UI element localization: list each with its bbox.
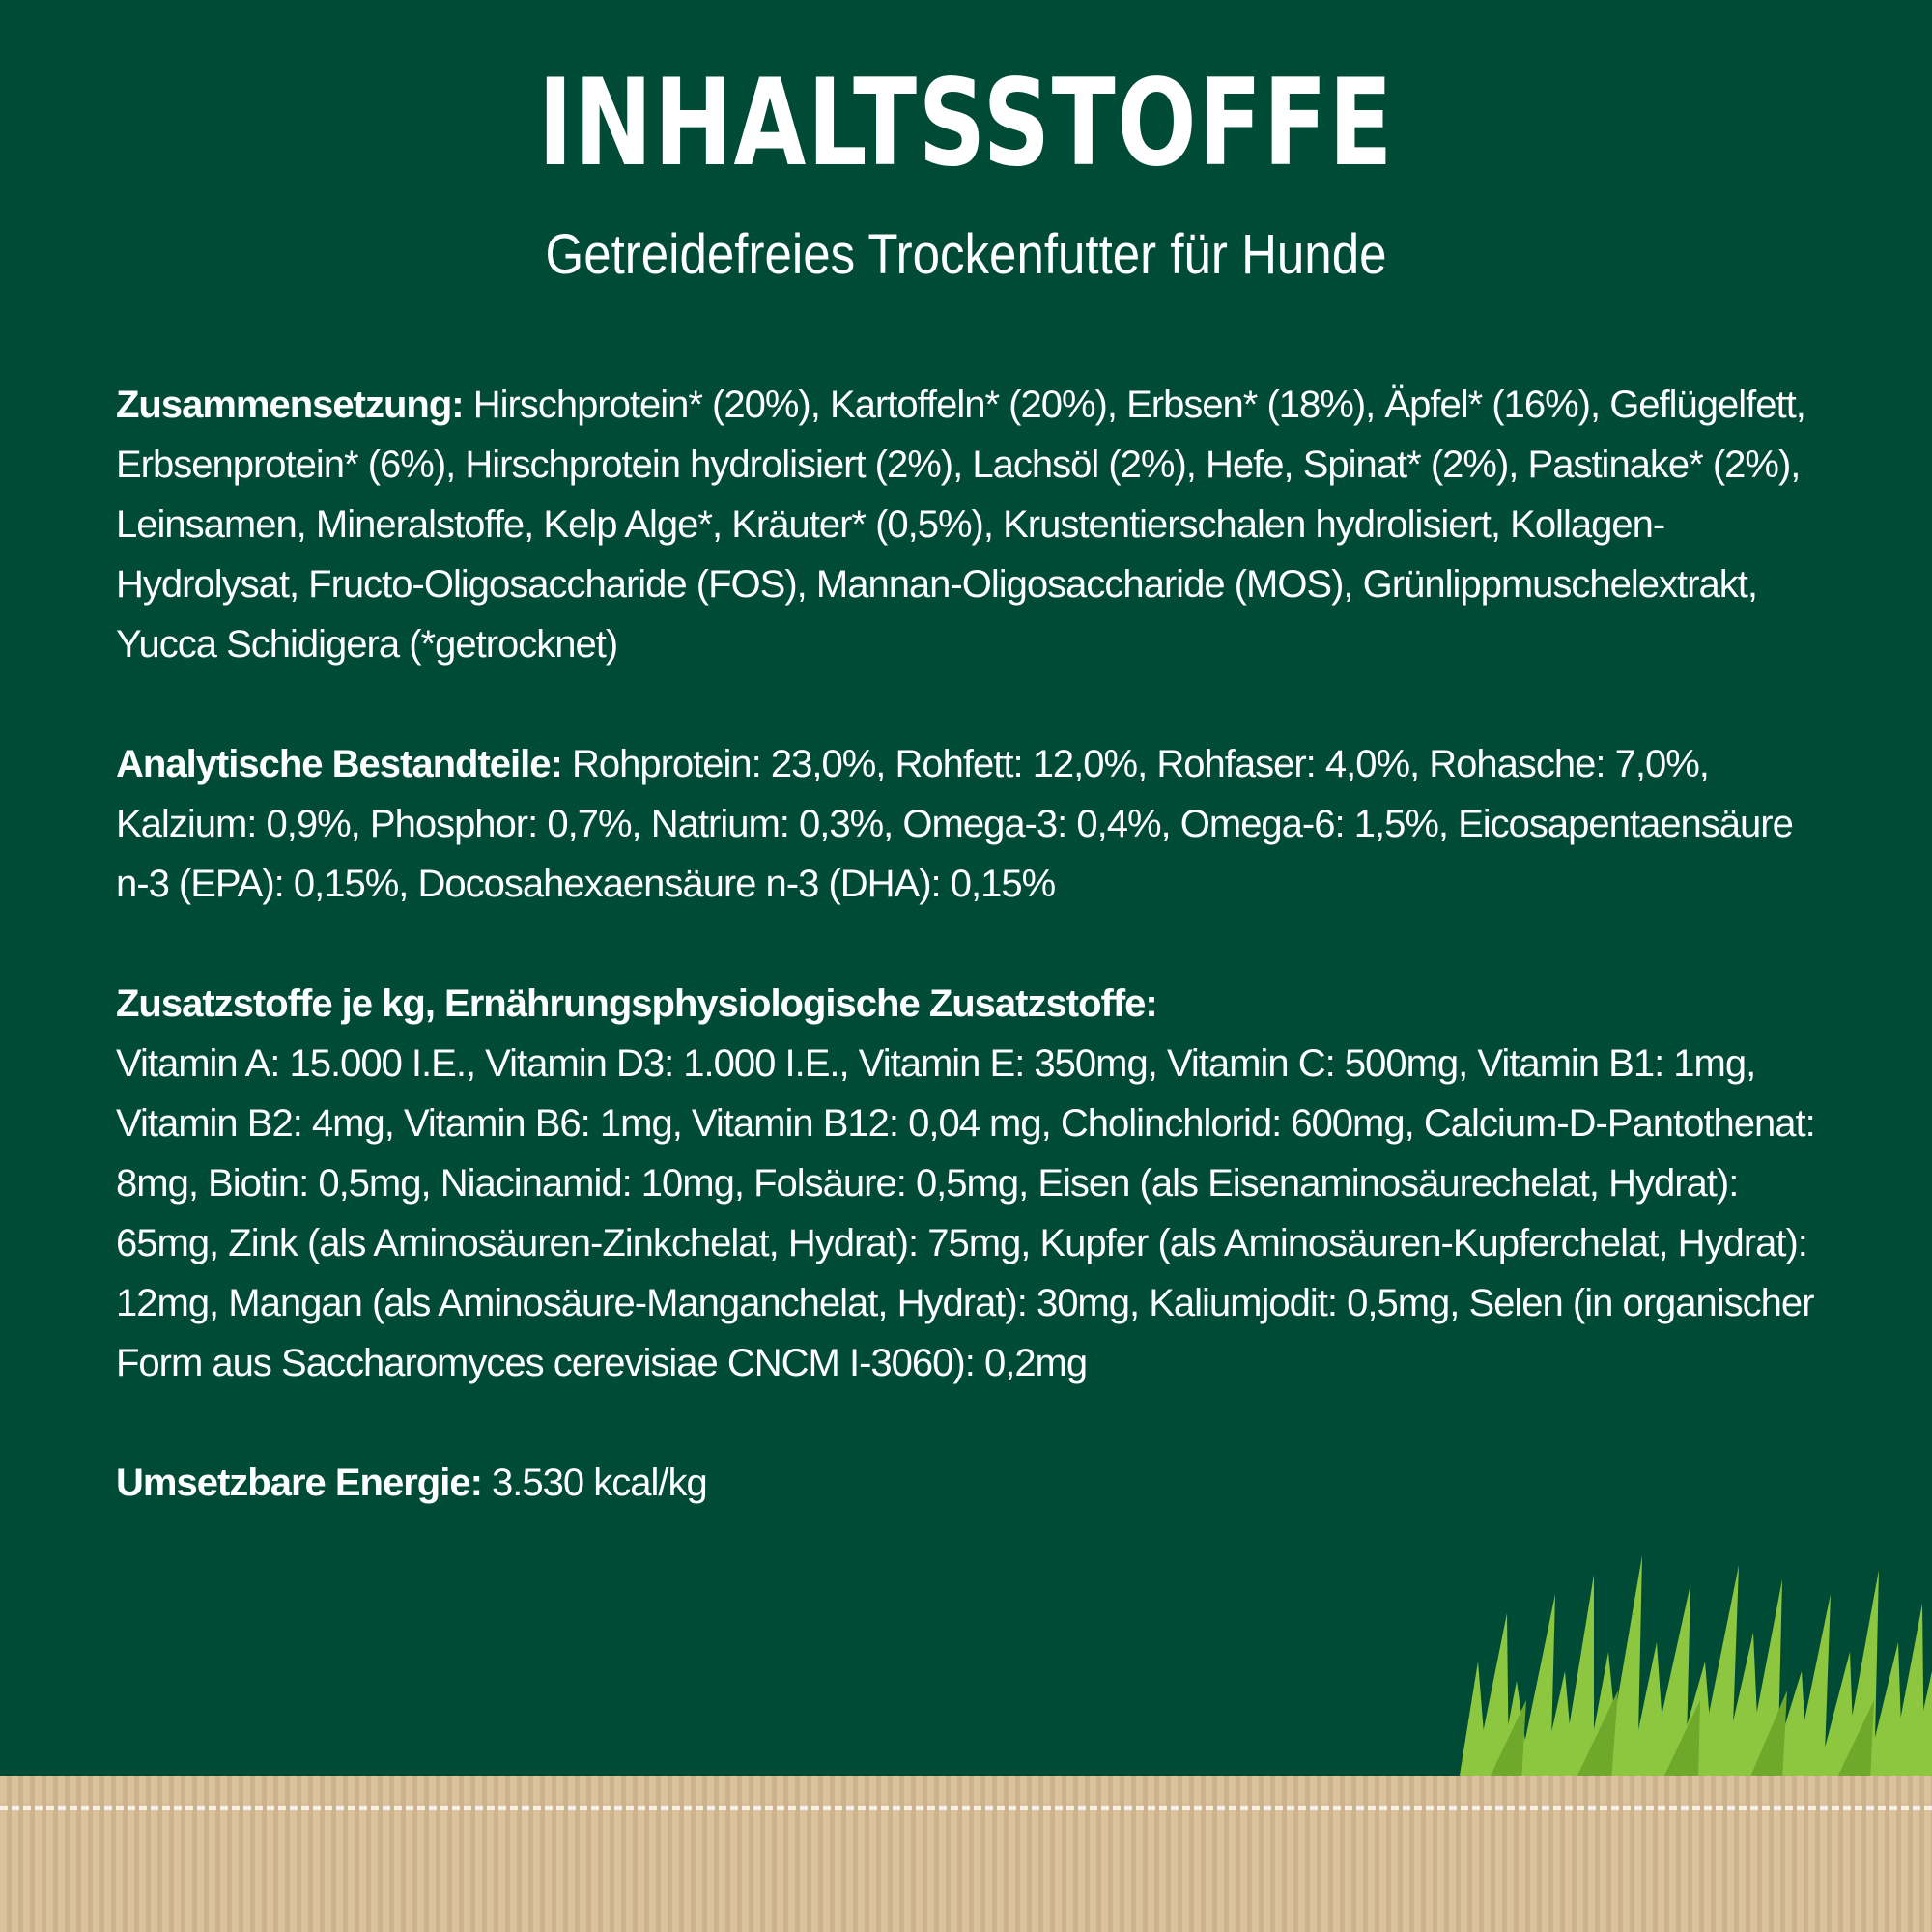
section-label: Umsetzbare Energie: — [116, 1462, 482, 1504]
dashed-divider — [0, 1806, 1932, 1810]
section-text: Rohprotein: 23,0%, Rohfett: 12,0%, Rohfaser: 4,0%, Rohasche: 7,0%, Kalzium: 0,9%, Phosphor: 0,7%, Natrium: 0,3%, Omega-3: 0,4%, Omega-6: 1,5%, Eicosapentaensäure n-3 (EPA): 0,15%, Docosahexaensäure n-3 (DHA): 0,15% — [116, 743, 1793, 905]
grass-icon — [1449, 1555, 1932, 1781]
section-analytische-bestandteile — [116, 734, 1816, 914]
section-text: Vitamin A: 15.000 I.E., Vitamin D3: 1.000 I.E., Vitamin E: 350mg, Vitamin C: 500mg, Vitamin B1: 1mg, Vitamin B2: 4mg, Vitamin B6: 1mg, Vitamin B12: 0,04 mg, Cholinchlorid: 600mg, Calcium-D-Pantothenat: 8mg, Biotin: 0,5mg, Niacinamid: 10mg, Folsäure: 0,5mg, Eisen (als Eisenaminosäurechelat, Hydrat): 65mg, Zink (als Aminosäuren-Zinkchelat, Hydrat): 75mg, Kupfer (als Aminosäuren-Kupferchelat, Hydrat): 12mg, Mangan (als Aminosäure-Manganchelat, Hydrat): 30mg, Kaliumjodit: 0,5mg, Selen (in organischer Form aus Saccharomyces cerevisiae CNCM I-3060): 0,2mg — [116, 1042, 1815, 1384]
section-zusammensetzung — [116, 375, 1816, 674]
section-text: Hirschprotein* (20%), Kartoffeln* (20%), Erbsen* (18%), Äpfel* (16%), Geflügelfett, Erbsenprotein* (6%), Hirschprotein hydrolisiert (2%), Lachsöl (2%), Hefe, Spinat* (2%), Pastinake* (2%), Leinsamen, Mineralstoffe, Kelp Alge*, Kräuter* (0,5%), Krustentierschalen hydrolisiert, Kollagen-Hydrolysat, Fructo-Oligosaccharide (FOS), Mannan-Oligosaccharide (MOS), Grünlippmuschelextrakt, Yucca Schidigera (*getrocknet) — [116, 384, 1805, 666]
section-text: 3.530 kcal/kg — [481, 1462, 707, 1504]
cardboard-strip — [0, 1776, 1932, 1932]
section-label: Zusatzstoffe je kg, Ernährungsphysiologische Zusatzstoffe: — [116, 982, 1157, 1025]
page-subtitle: Getreidefreies Trockenfutter für Hunde — [545, 223, 1387, 286]
section-zusatzstoffe — [116, 974, 1816, 1393]
ingredients-content — [116, 375, 1816, 1573]
section-umsetzbare-energie — [116, 1453, 1816, 1513]
section-label: Zusammensetzung: — [116, 384, 464, 426]
page-title: INHALTSSTOFFE — [537, 54, 1394, 193]
section-label: Analytische Bestandteile: — [116, 743, 562, 785]
